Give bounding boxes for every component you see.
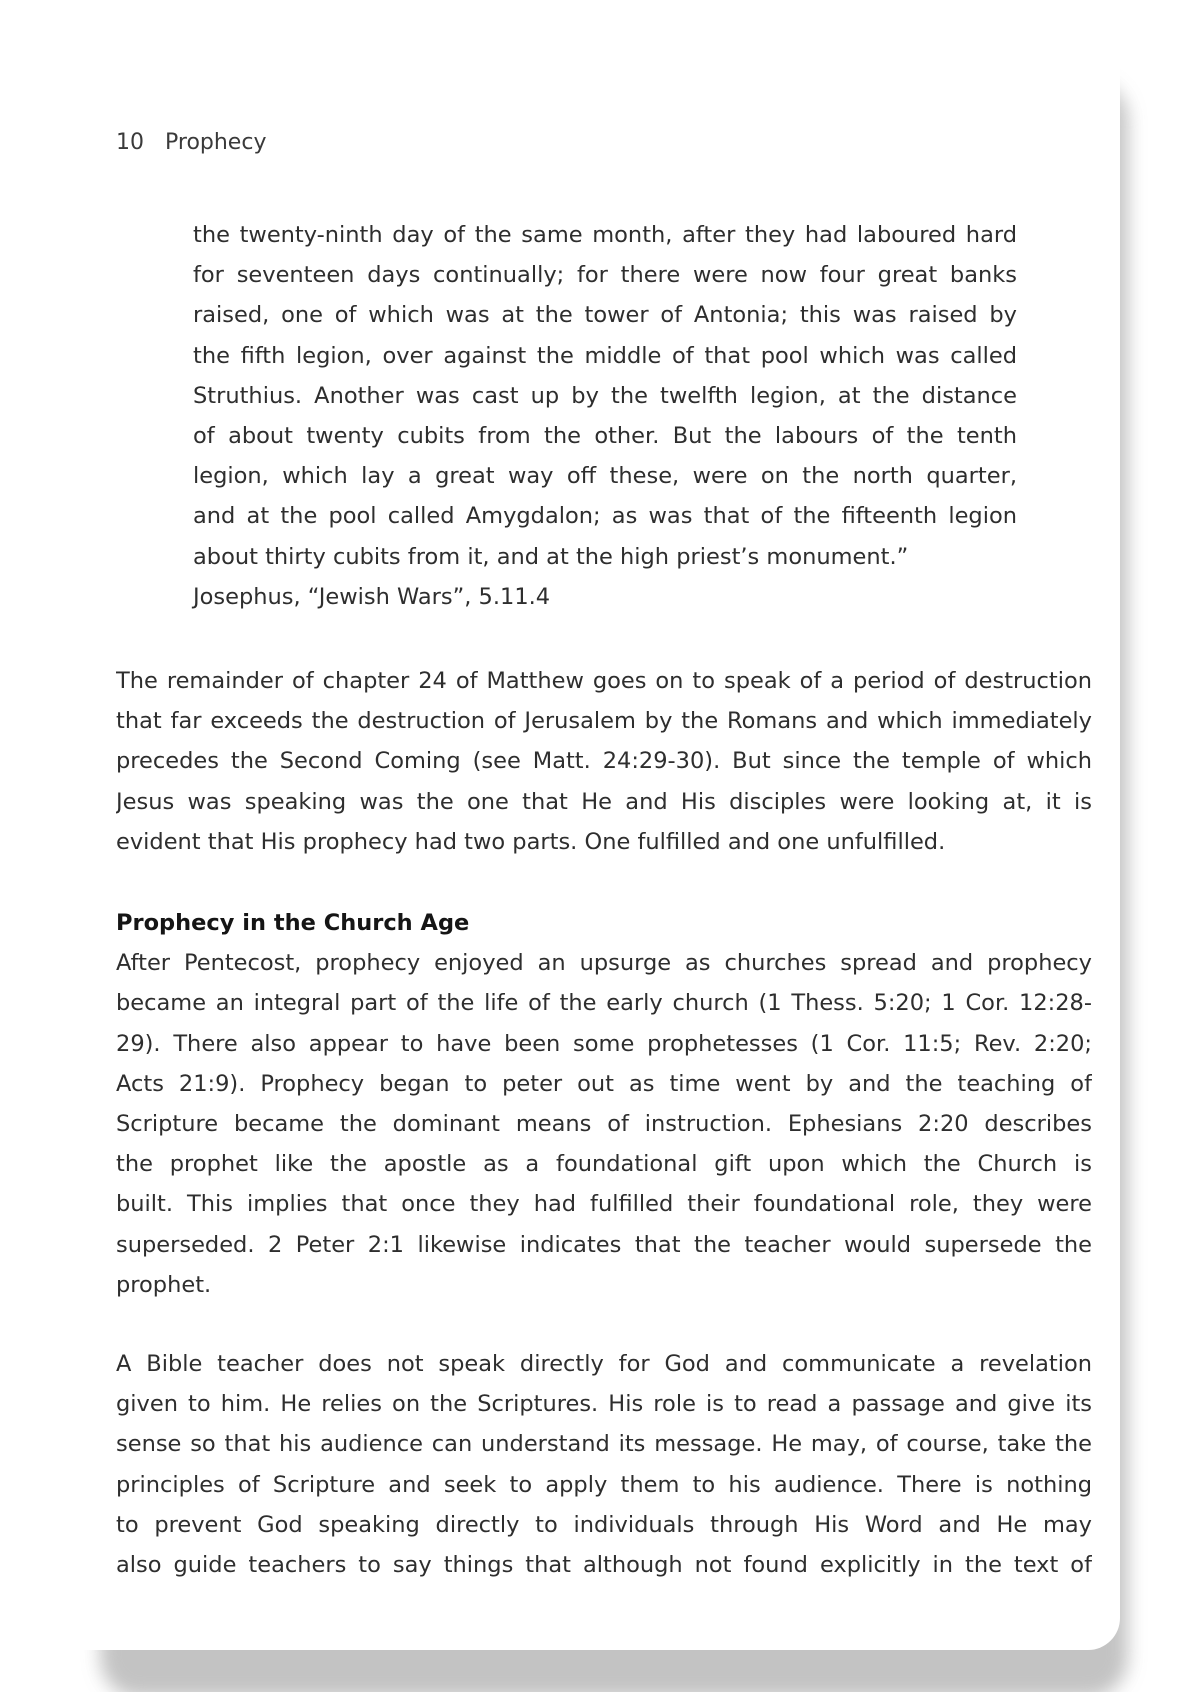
paragraph-line: superseded. 2 Peter 2:1 likewise indicates that the teacher would supersede the (116, 1231, 1092, 1258)
paragraph-line: also guide teachers to say things that although not found explicitly in the text of (116, 1551, 1092, 1578)
running-head (116, 128, 266, 158)
paragraph-line: Acts 21:9). Prophecy began to peter out as time went by and the teaching of (116, 1070, 1092, 1097)
section-heading: Prophecy in the Church Age (116, 910, 470, 936)
quote-line: the twenty-ninth day of the same month, after they had laboured hard (193, 222, 1017, 248)
paragraph-line: A Bible teacher does not speak directly for God and communicate a revelation (116, 1351, 1092, 1377)
paragraph-line: that far exceeds the destruction of Jerusalem by the Romans and which immediately (116, 708, 1092, 735)
quote-line: and at the pool called Amygdalon; as was that of the fifteenth legion (193, 503, 1017, 530)
paragraph-line: 29). There also appear to have been some prophetesses (1 Cor. 11:5; Rev. 2:20; (116, 1030, 1092, 1057)
paragraph-line: principles of Scripture and seek to apply them to his audience. There is nothing (116, 1471, 1092, 1498)
paragraph-line: became an integral part of the life of the early church (1 Thess. 5:20; 1 Cor. 12:28- (116, 990, 1092, 1017)
quote-line: Struthius. Another was cast up by the twelfth legion, at the distance (193, 382, 1017, 409)
quote-line: the fifth legion, over against the middle of that pool which was called (193, 342, 1017, 369)
block-quote (193, 215, 1017, 617)
paragraph-line: Jesus was speaking was the one that He and His disciples were looking at, it is (116, 788, 1092, 815)
paragraph-line: precedes the Second Coming (see Matt. 24:29-30). But since the temple of which (116, 748, 1092, 775)
page-number: 10 (116, 130, 144, 155)
quote-line: raised, one of which was at the tower of Antonia; this was raised by (193, 302, 1017, 329)
paragraph-line: sense so that his audience can understand its message. He may, of course, take the (116, 1431, 1092, 1458)
running-title: Prophecy (165, 130, 267, 155)
paragraph-matthew (116, 661, 1092, 862)
paragraph-line: The remainder of chapter 24 of Matthew goes on to speak of a period of destruction (116, 668, 1092, 694)
paragraph-line: prophet. (116, 1271, 212, 1298)
quote-line: for seventeen days continually; for there were now four great banks (193, 262, 1017, 289)
quote-line: of about twenty cubits from the other. But the labours of the tenth (193, 422, 1017, 449)
paragraph-line: After Pentecost, prophecy enjoyed an upsurge as churches spread and prophecy (116, 950, 1092, 977)
quote-line: about thirty cubits from it, and at the high priest’s monument.” (193, 543, 909, 570)
paragraph-line: Scripture became the dominant means of instruction. Ephesians 2:20 describes (116, 1110, 1092, 1137)
paragraph-line: built. This implies that once they had fulfilled their foundational role, they were (116, 1191, 1092, 1218)
paragraph-bible-teacher (116, 1344, 1092, 1585)
paragraph-line: given to him. He relies on the Scriptures. His role is to read a passage and give its (116, 1391, 1092, 1418)
quote-citation: Josephus, “Jewish Wars”, 5.11.4 (193, 583, 551, 610)
quote-line: legion, which lay a great way off these, were on the north quarter, (193, 463, 1017, 490)
section-church-age (116, 903, 1092, 1305)
paragraph-line: to prevent God speaking directly to individuals through His Word and He may (116, 1511, 1092, 1538)
paragraph-line: the prophet like the apostle as a foundational gift upon which the Church is (116, 1151, 1092, 1178)
paragraph-line: evident that His prophecy had two parts. One fulfilled and one unfulfilled. (116, 828, 946, 855)
